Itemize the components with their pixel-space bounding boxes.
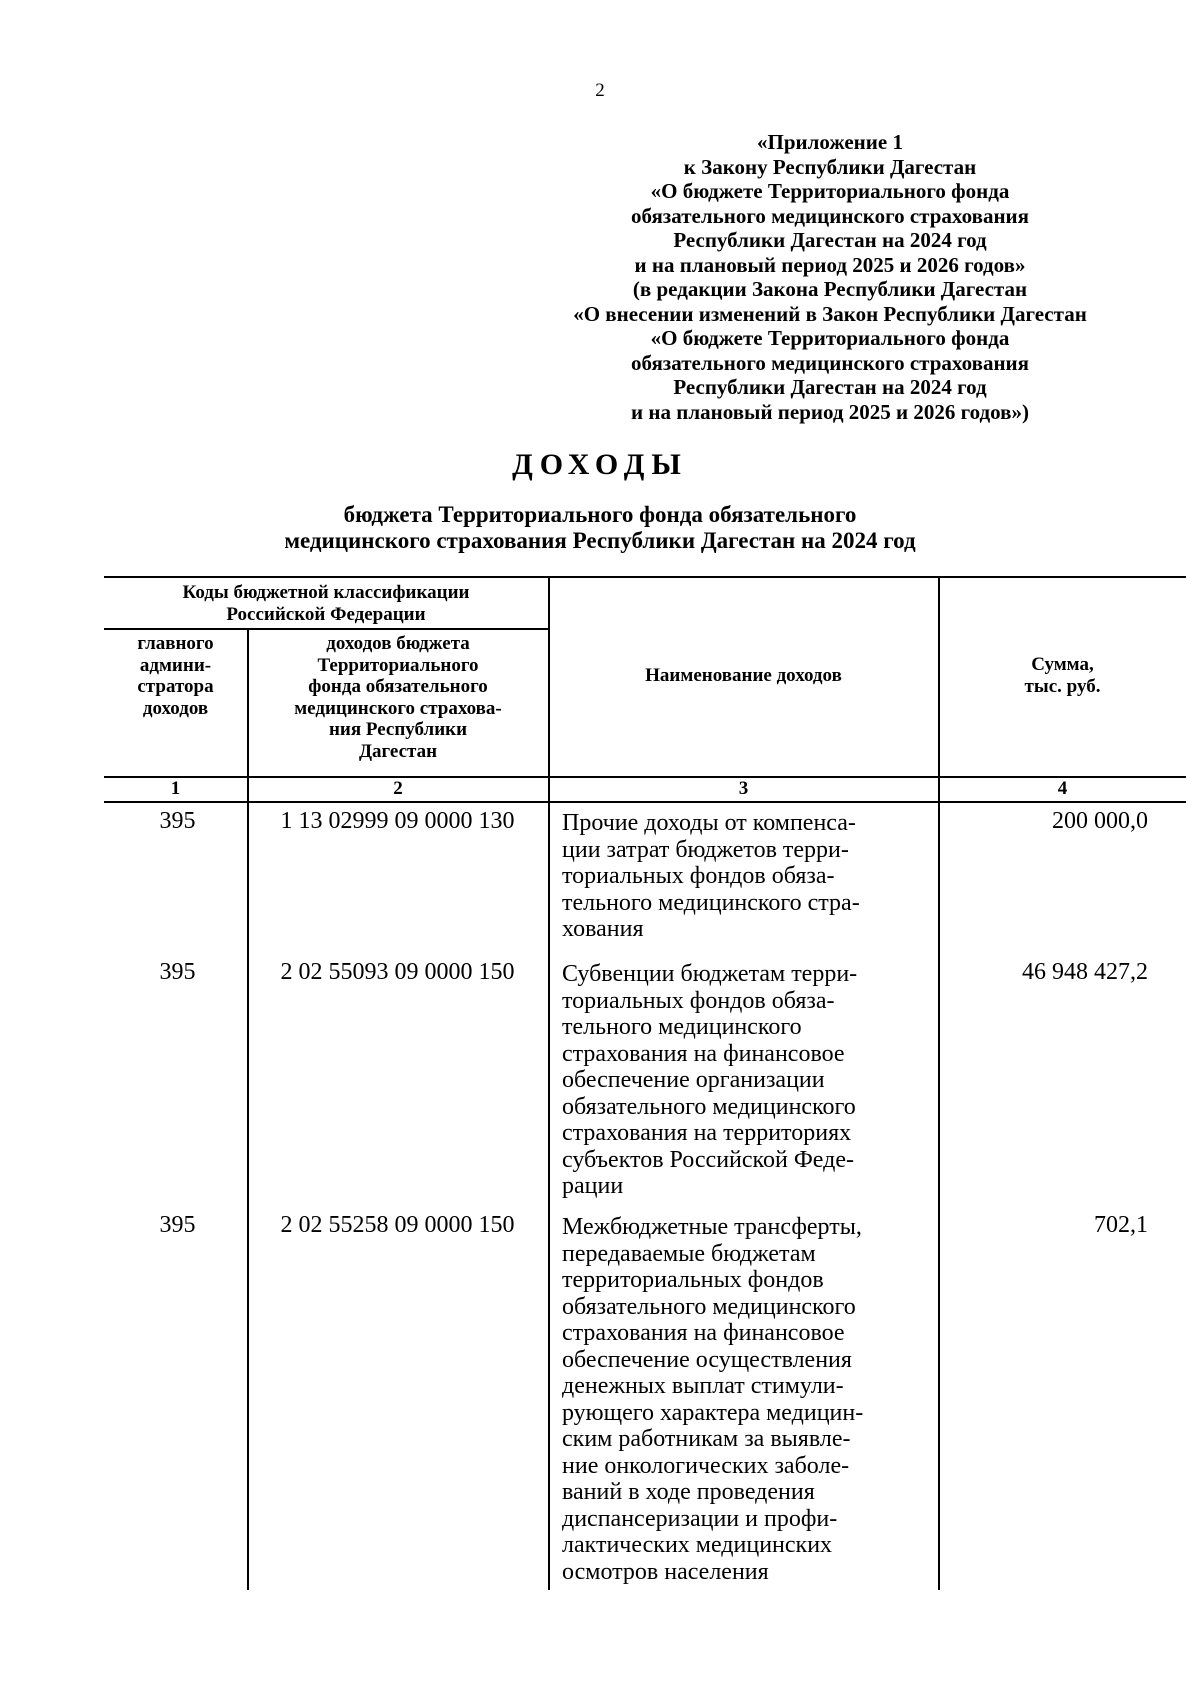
income-name-line: Прочие доходы от компенса- (562, 810, 856, 836)
income-name-line: ториальных фондов обяза- (562, 863, 835, 889)
income-name-line: денежных выплат стимули- (562, 1373, 844, 1399)
income-code-cell: 1 13 02999 09 0000 130 (280, 808, 515, 834)
admin-code-cell: 395 (159, 959, 196, 985)
column-number: 3 (738, 778, 749, 799)
income-name-cell (562, 810, 942, 943)
admin-code-cell: 395 (159, 808, 196, 834)
header-line: Территориального (317, 654, 479, 676)
table-column-divider (548, 576, 550, 1590)
header-line: медицинского страхова- (294, 697, 502, 719)
table-column-numbers-border (104, 801, 1186, 803)
document-title: ДОХОДЫ (512, 448, 688, 481)
income-name-line: ции затрат бюджетов терри- (562, 836, 849, 863)
header-group-bk-codes (104, 582, 548, 625)
income-name-line: обеспечение осуществления (562, 1346, 852, 1373)
appendix-line: Республики Дагестан на 2024 год (673, 375, 987, 399)
income-name-line: Субвенции бюджетам терри- (562, 961, 858, 987)
header-line: Наименование доходов (645, 665, 842, 686)
income-name-line: тельного медицинского стра- (562, 889, 860, 916)
income-name-line: страхования на территориях (562, 1120, 852, 1146)
income-name-line: передаваемые бюджетам (562, 1240, 816, 1267)
table-column-divider (247, 628, 249, 1590)
income-name-line: рации (562, 1173, 624, 1199)
admin-code-cell: 395 (159, 1212, 196, 1238)
header-col-income-code (248, 633, 548, 762)
header-line: фонда обязательного (308, 676, 488, 697)
income-name-line: субъектов Российской Феде- (562, 1146, 854, 1173)
header-line: Дагестан (358, 740, 438, 762)
income-name-line: ским работникам за выявле- (562, 1426, 851, 1452)
income-name-line: диспансеризации и профи- (562, 1505, 838, 1532)
amount-cell: 702,1 (1094, 1212, 1148, 1238)
appendix-line: «О бюджете Территориального фонда (650, 326, 1010, 350)
appendix-line: и на плановый период 2025 и 2026 годов» (634, 252, 1026, 277)
header-col-income-name (549, 665, 938, 687)
column-number: 4 (1057, 778, 1068, 799)
income-name-line: ние онкологических заболе- (562, 1452, 850, 1479)
amount-cell: 200 000,0 (1052, 808, 1148, 834)
table-header-bottom-border (104, 776, 1186, 778)
table-top-border (104, 576, 1186, 578)
income-name-cell (562, 961, 942, 1200)
income-name-line: обязательного медицинского (562, 1093, 856, 1120)
subtitle-line: медицинского страхования Республики Дагестан на 2024 год (284, 528, 916, 553)
income-name-line: страхования на финансовое (562, 1040, 845, 1067)
header-line: ния Республики (328, 719, 468, 740)
header-col-amount (939, 654, 1186, 697)
income-name-line: территориальных фондов (562, 1267, 824, 1293)
column-number: 1 (170, 778, 181, 799)
income-name-line: хования (562, 916, 644, 942)
appendix-line: «О бюджете Территориального фонда (650, 179, 1010, 203)
income-name-line: обязательного медицинского (562, 1293, 856, 1320)
appendix-line: Республики Дагестан на 2024 год (673, 228, 987, 252)
appendix-line: «О внесении изменений в Закон Республики Дагестан (573, 301, 1087, 326)
income-code-cell: 2 02 55258 09 0000 150 (280, 1212, 515, 1238)
header-line: Российской Федерации (226, 603, 426, 625)
income-name-line: лактических медицинских (562, 1532, 833, 1558)
income-code-cell: 2 02 55093 09 0000 150 (280, 959, 515, 985)
header-line: доходов бюджета (326, 633, 470, 654)
income-name-line: ториальных фондов обяза- (562, 987, 835, 1014)
header-line: Коды бюджетной классификации (182, 582, 470, 603)
appendix-reference (470, 130, 1190, 424)
appendix-line: обязательного медицинского страхования (630, 350, 1030, 375)
income-name-line: осмотров населения (562, 1558, 769, 1585)
page-number: 2 (595, 80, 605, 101)
amount-cell: 46 948 427,2 (1022, 959, 1148, 985)
appendix-line: и на плановый период 2025 и 2026 годов») (631, 399, 1029, 424)
appendix-line: обязательного медицинского страхования (630, 203, 1030, 228)
income-name-line: рующего характера медицин- (562, 1399, 864, 1426)
table-group-divider (104, 628, 548, 630)
header-line: главного (137, 633, 214, 654)
income-name-line: обеспечение организации (562, 1067, 825, 1093)
header-line: тыс. руб. (1024, 675, 1101, 697)
income-name-cell (562, 1214, 942, 1585)
header-line: стратора (137, 676, 214, 697)
appendix-line: (в редакции Закона Республики Дагестан (632, 277, 1028, 301)
appendix-line: «Приложение 1 (757, 130, 903, 154)
income-name-line: ваний в ходе проведения (562, 1479, 815, 1505)
appendix-line: к Закону Республики Дагестан (683, 154, 977, 179)
header-col-admin (104, 633, 247, 719)
column-number: 2 (393, 778, 403, 799)
income-name-line: страхования на финансовое (562, 1320, 845, 1346)
header-line: доходов (142, 697, 209, 719)
income-name-line: тельного медицинского (562, 1014, 802, 1040)
header-line: Сумма, (1031, 654, 1094, 675)
header-line: админи- (139, 654, 212, 676)
income-name-line: Межбюджетные трансферты, (562, 1214, 862, 1240)
document-subtitle (0, 502, 1200, 554)
subtitle-line: бюджета Территориального фонда обязательного (343, 502, 857, 527)
